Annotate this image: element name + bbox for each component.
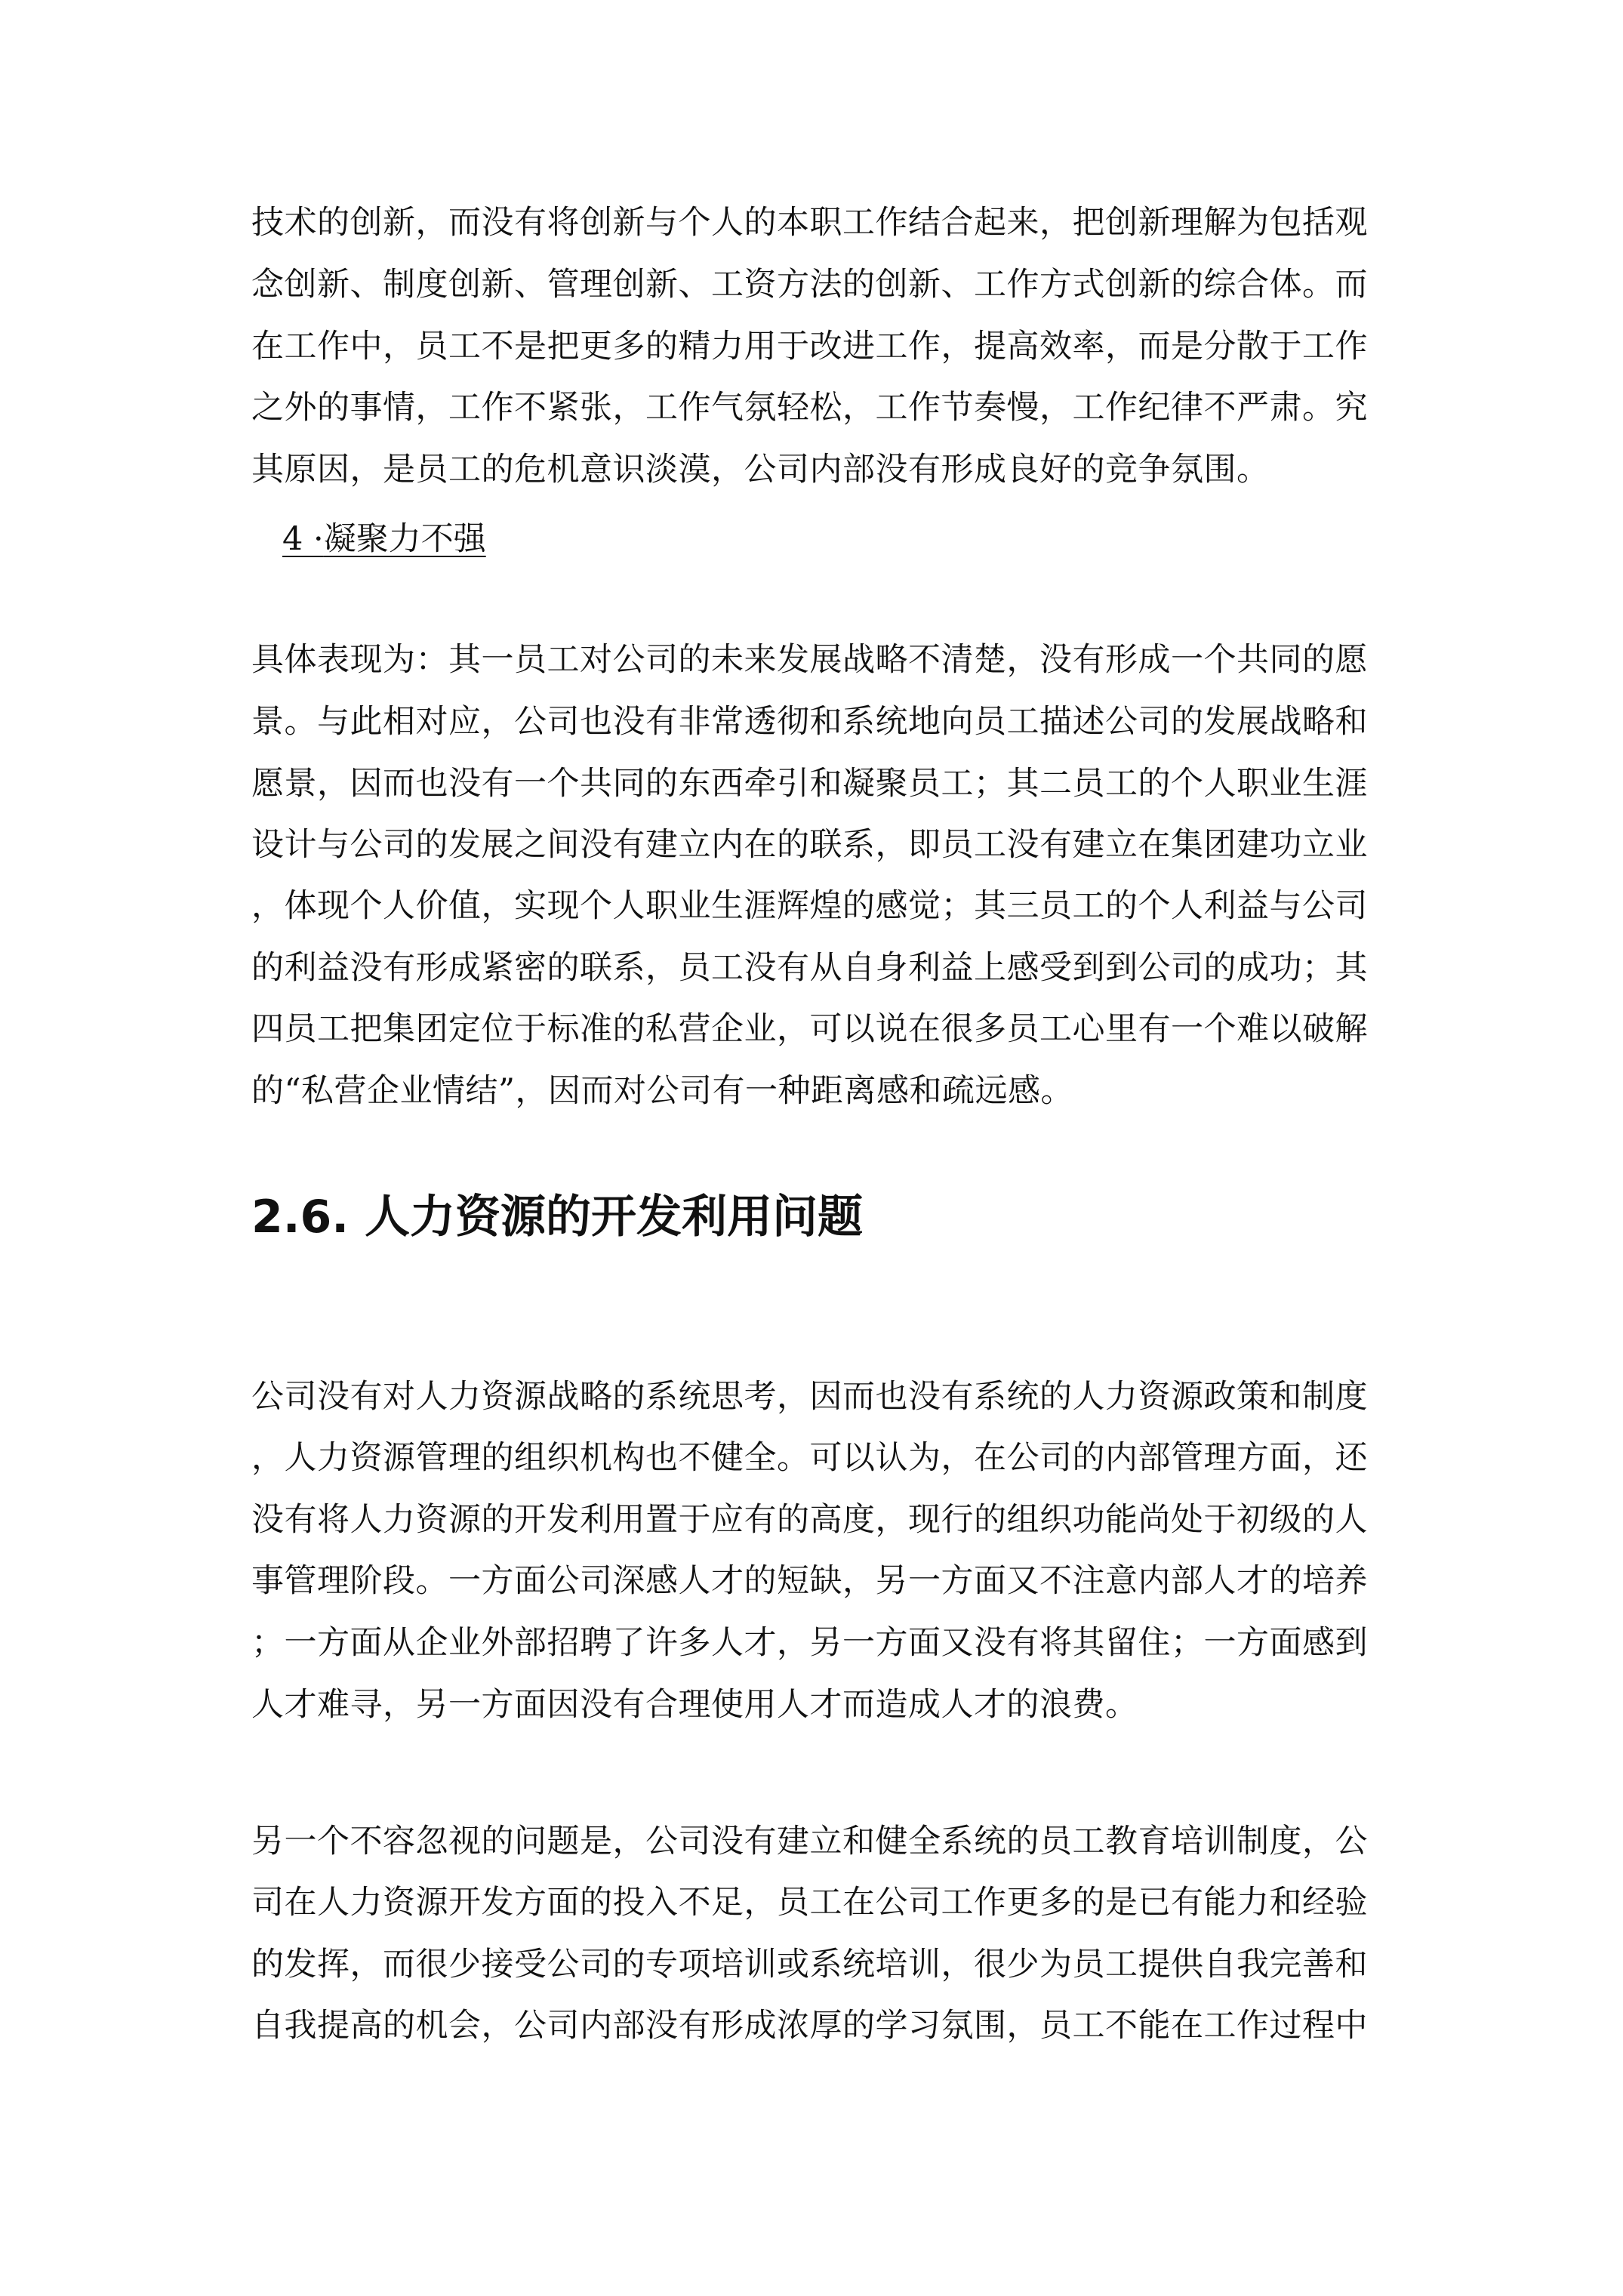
section-heading (251, 1187, 863, 1247)
paragraph-line: 景。与此相对应，公司也没有非常透彻和系统地向员工描述公司的发展战略和 (251, 703, 1368, 741)
paragraph-line: 没有将人力资源的开发利用置于应有的高度，现行的组织功能尚处于初级的人 (251, 1501, 1368, 1539)
paragraph-line: 愿景，因而也没有一个共同的东西牵引和凝聚员工；其二员工的个人职业生涯 (251, 765, 1368, 803)
paragraph-line: 的“私营企业情结”，因而对公司有一种距离感和疏远感。 (251, 1072, 1073, 1110)
paragraph-line: ，人力资源管理的组织机构也不健全。可以认为，在公司的内部管理方面，还 (251, 1439, 1368, 1477)
paragraph-line: ，体现个人价值，实现个人职业生涯辉煌的感觉；其三员工的个人利益与公司 (251, 887, 1368, 925)
paragraph-line: 四员工把集团定位于标准的私营企业，可以说在很多员工心里有一个难以破解 (251, 1010, 1368, 1048)
section-title: 人力资源的开发利用问题 (364, 1191, 863, 1244)
paragraph-line: ；一方面从企业外部招聘了许多人才，另一方面又没有将其留住；一方面感到 (251, 1624, 1368, 1662)
paragraph-line: 自我提高的机会，公司内部没有形成浓厚的学习氛围，员工不能在工作过程中 (251, 2007, 1368, 2045)
subheading (282, 518, 486, 560)
paragraph-line: 技术的创新，而没有将创新与个人的本职工作结合起来，把创新理解为包括观 (251, 204, 1368, 242)
paragraph-line: 念创新、制度创新、管理创新、工资方法的创新、工作方式创新的综合体。而 (251, 266, 1368, 304)
paragraph-line: 设计与公司的发展之间没有建立内在的联系，即员工没有建立在集团建功立业 (251, 826, 1368, 864)
paragraph-line: 在工作中，员工不是把更多的精力用于改进工作，提高效率，而是分散于工作 (251, 328, 1368, 365)
subheading-number: 4 · (282, 520, 324, 558)
paragraph-line: 的发挥，而很少接受公司的专项培训或系统培训，很少为员工提供自我完善和 (251, 1946, 1368, 1983)
paragraph-line: 之外的事情，工作不紧张，工作气氛轻松，工作节奏慢，工作纪律不严肃。究 (251, 389, 1368, 427)
paragraph-line: 司在人力资源开发方面的投入不足，员工在公司工作更多的是已有能力和经验 (251, 1884, 1368, 1922)
paragraph-line: 人才难寻，另一方面因没有合理使用人才而造成人才的浪费。 (251, 1686, 1138, 1724)
paragraph-line: 的利益没有形成紧密的联系，员工没有从自身利益上感受到到公司的成功；其 (251, 949, 1368, 987)
paragraph-line: 其原因，是员工的危机意识淡漠，公司内部没有形成良好的竞争氛围。 (251, 451, 1270, 488)
paragraph-line: 具体表现为：其一员工对公司的未来发展战略不清楚，没有形成一个共同的愿 (251, 641, 1368, 679)
paragraph-line: 另一个不容忽视的问题是，公司没有建立和健全系统的员工教育培训制度，公 (251, 1823, 1368, 1860)
paragraph-line: 公司没有对人力资源战略的系统思考，因而也没有系统的人力资源政策和制度 (251, 1378, 1368, 1416)
section-number: 2.6. (251, 1191, 350, 1244)
paragraph-line: 事管理阶段。一方面公司深感人才的短缺，另一方面又不注意内部人才的培养 (251, 1562, 1368, 1600)
subheading-title: 凝聚力不强 (323, 520, 486, 558)
